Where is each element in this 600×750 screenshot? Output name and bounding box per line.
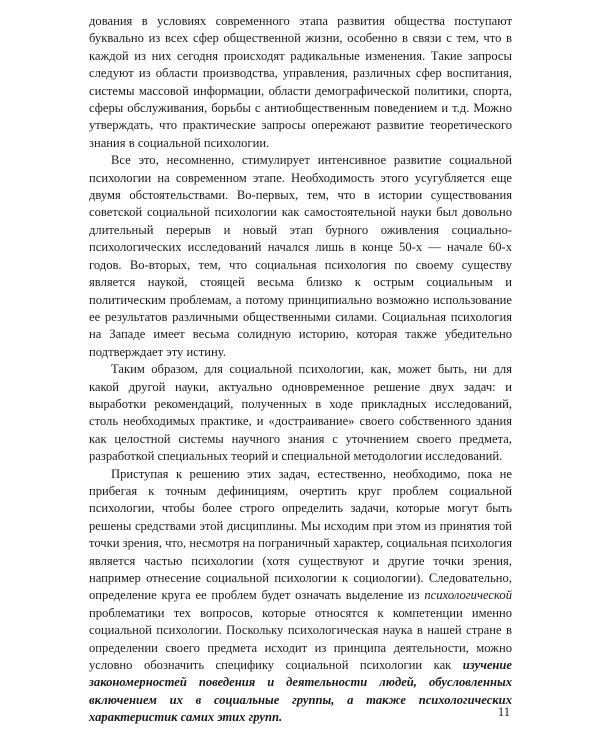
paragraph-3: Таким образом, для социальной психологии, как, может быть, ни для какой другой науки, актуально одновременное решение двух задач: и выработки рекомендаций, полученных в ходе прикладных исследований, столь необходимых практике, и «достраивание» своего собственного здания как целостной системы научного знания с уточнением своего предмета, разработкой специальных теорий и специальной методологии исследований. bbox=[89, 362, 512, 464]
paragraph-4-text-b: проблематики тех вопросов, которые относятся к компетенции именно социальной психологии. Поскольку психологическая наука в нашей стране в определении своего предмета исходит из принципа деятельности, можно условно обозначить специфику социальной психологии как bbox=[89, 605, 512, 673]
page-number: 11 bbox=[497, 705, 510, 719]
paragraph-2: Все это, несомненно, стимулирует интенсивное развитие социальной психологии на современном этапе. Необходимость этого усугубляется еще двумя обстоятельствами. Во-первых, тем, что в истории существования советской социальной психологии как самостоятельной науки был довольно длительный перерыв и новый этап бурного оживления социально-психологических исследований начался лишь в конце 50-х — начале 60-х годов. Во-вторых, тем, что социальная психология по своему существу является наукой, стоящей весьма близко к острым социальным и политическим проблемам, а потому принципиально возможно использование ее результатов различными общественными силами. Социальная психология на Западе имеет весьма солидную историю, которая также убедительно подтверждает эту истину. bbox=[89, 153, 512, 359]
paragraph-4-italic-term: психологической bbox=[424, 588, 512, 603]
paragraph-4 bbox=[89, 466, 512, 727]
paragraph-4-definition: изучение закономерностей поведения и деятельности людей, обусловленных включением их в социальные группы, а также психологических характеристик самих этих групп. bbox=[89, 658, 512, 725]
body-text bbox=[89, 13, 512, 727]
paragraph-4-text-a: Приступая к решению этих задач, естественно, необходимо, пока не прибегая к точным дефинициям, очертить круг проблем социальной психологии, чтобы более строго определить задачи, которые могут быть решены средствами этой дисциплины. Мы исходим при этом из принятия той точки зрения, что, несмотря на пограничный характер, социальная психология является частью психологии (хотя существуют и другие точки зрения, например отнесение социальной психологии к социологии). Следовательно, определение круга ее проблем будет означать выделение из bbox=[89, 466, 512, 603]
paragraph-1: дования в условиях современного этапа развития общества поступают буквально из всех сфер общественной жизни, особенно в связи с тем, что в каждой из них сегодня происходят радикальные изменения. Такие запросы следуют из области производства, управления, различных сфер воспитания, системы массовой информации, области демографической политики, спорта, сферы обслуживания, борьбы с антиобщественным поведением и т.д. Можно утверждать, что практические запросы опережают развитие теоретического знания в социальной психологии. bbox=[89, 14, 512, 150]
